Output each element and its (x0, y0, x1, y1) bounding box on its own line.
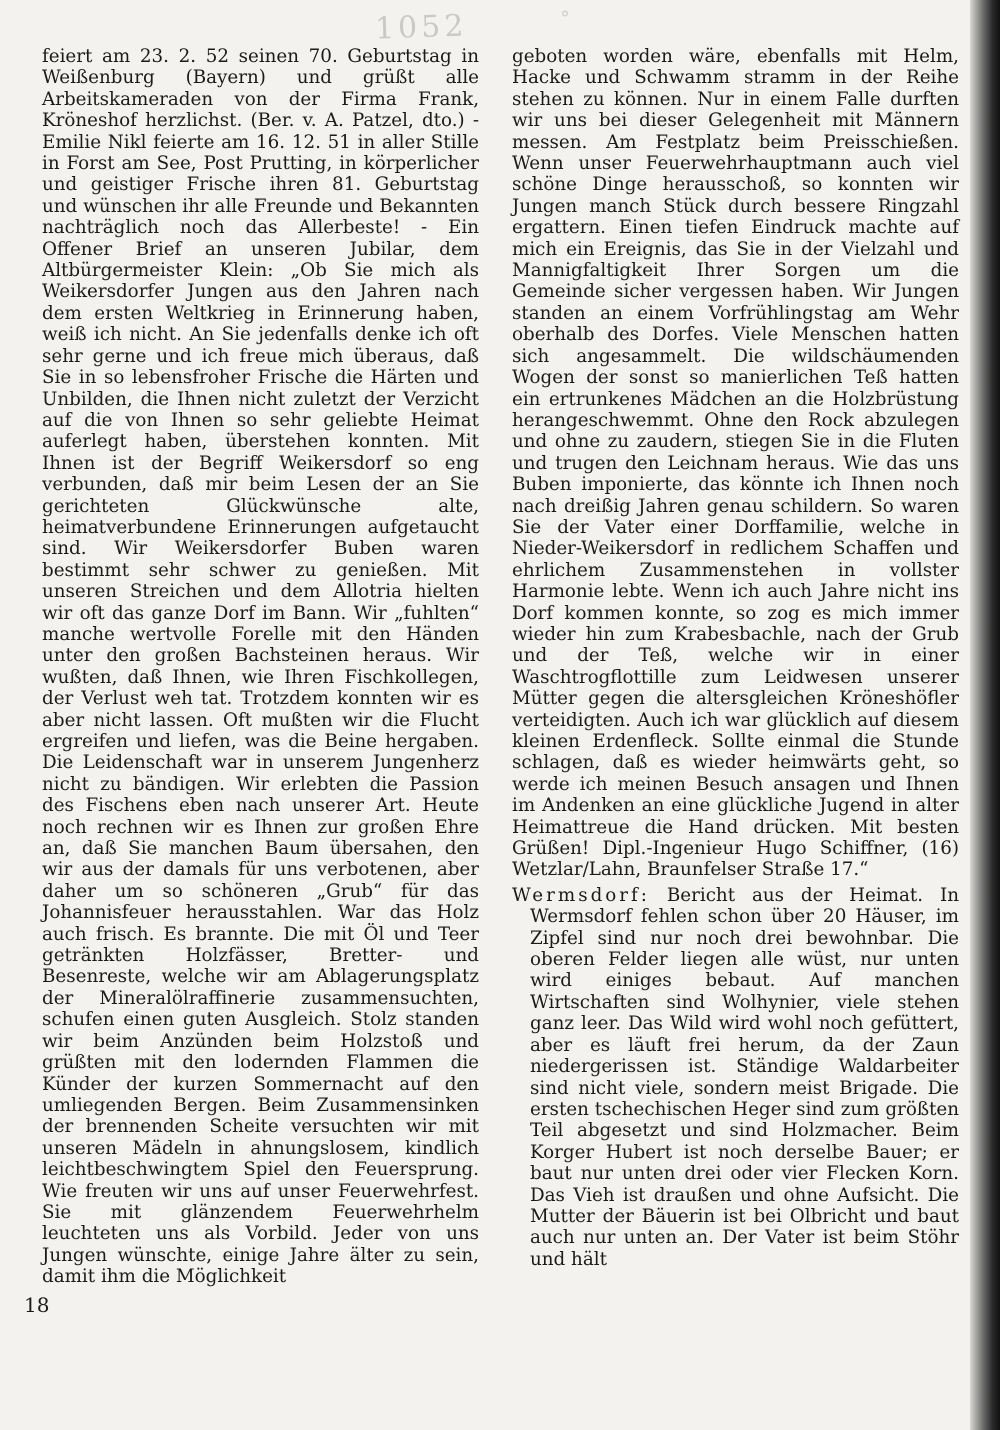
left-column-text: feiert am 23. 2. 52 seinen 70. Geburtstag in Weißenburg (Bayern) und grüßt alle Arbeitskameraden von der Firma Frank, Kröneshof herzlichst. (Ber. v. A. Patzel, dto.) - Emilie Nikl feierte am 16. 12. 51 in aller Stille in Forst am See, Post Prutting, in körperlicher und geistiger Frische ihren 81. Geburtstag und wünschen ihr alle Freunde und Bekannten nachträglich noch das Allerbeste! - Ein Offener Brief an unseren Jubilar, dem Altbürgermeister Klein: „Ob Sie mich als Weikersdorfer Jungen aus den Jahren nach dem ersten Weltkrieg in Erinnerung haben, weiß ich nicht. An Sie jedenfalls denke ich oft sehr gerne und ich freue mich überaus, daß Sie in so lebensfroher Frische die Härten und Unbilden, die Ihnen nicht zuletzt der Verzicht auf die von Ihnen so sehr geliebte Heimat auferlegt haben, überstehen konnten. Mit Ihnen ist der Begriff Weikersdorf so eng verbunden, daß mir beim Lesen der an Sie gerichteten Glückwünsche alte, heimatverbundene Erinnerungen aufgetaucht sind. Wir Weikersdorfer Buben waren bestimmt sehr schwer zu genießen. Mit unseren Streichen und dem Allotria hielten wir oft das ganze Dorf im Bann. Wir „fuhlten“ manche wertvolle Forelle mit den Händen unter den großen Bachsteinen heraus. Wir wußten, daß Ihnen, wie Ihren Fischkollegen, der Verlust weh tat. Trotzdem konnten wir es aber nicht lassen. Oft mußten wir die Flucht ergreifen und liefen, was die Beine hergaben. Die Leidenschaft war in unserem Jungenherz nicht zu bändigen. Wir erlebten die Passion des Fischens eben nach unserer Art. Heute noch rechnen wir es Ihnen zur großen Ehre an, daß Sie manchen Baum übersahen, den wir aus der damals für uns verbotenen, aber daher um so schöneren „Grub“ für das Johannisfeuer herausstahlen. War das Holz auch frisch. Es brannte. Die mit Öl und Teer getränkten Holzfässer, Bretter- und Besenreste, welche wir am Ablagerungsplatz der Mineralölraffinerie zusammensuchten, schufen einen guten Ausgleich. Stolz standen wir beim Anzünden beim Holzstoß und grüßten mit den lodernden Flammen die Künder der kurzen Sommernacht auf den umliegenden Bergen. Beim Zusammensinken der brennenden Scheite versuchten wir mit unseren Mädeln in ahnungslosem, kindlich leichtbeschwingtem Spiel den Feuersprung. Wie freuten wir uns auf unser Feuerwehrfest. Sie mit glänzendem Feuerwehrhelm leuchteten uns als Vorbild. Jeder von uns Jungen wünschte, einige Jahre älter zu sein, damit ihm die Möglichkeit (42, 46, 479, 1288)
page-binding-edge (970, 0, 1000, 1430)
right-column (512, 46, 959, 1270)
page-number: 18 (24, 1293, 50, 1317)
entry-place-name: Wermsdorf: (512, 884, 650, 906)
wermsdorf-entry (512, 885, 959, 1270)
right-column-continuation: geboten worden wäre, ebenfalls mit Helm, Hacke und Schwamm stramm in der Reihe stehen zu können. Nur in einem Falle durften wir uns bei dieser Gelegenheit mit Männern messen. Am Festplatz beim Preisschießen. Wenn unser Feuerwehrhauptmann auch viel schöne Dinge herausschoß, so konnten wir Jungen manch Stück durch bessere Ringzahl ergattern. Einen tiefen Eindruck machte auf mich ein Ereignis, das Sie in der Vielzahl und Mannigfaltigkeit Ihrer Sorgen um die Gemeinde sicher vergessen haben. Wir Jungen standen an einem Vorfrühlingstag am Wehr oberhalb des Dorfes. Viele Menschen hatten sich angesammelt. Die wildschäumenden Wogen der sonst so manierlichen Teß hatten ein ertrunkenes Mädchen an die Holzbrüstung herangeschwemmt. Ohne den Rock abzulegen und ohne zu zaudern, stiegen Sie in die Fluten und trugen den Leichnam heraus. Wie das uns Buben imponierte, das könnte ich Ihnen noch nach dreißig Jahren genau schildern. So waren Sie der Vater einer Dorffamilie, welche in Nieder-Weikersdorf in redlichem Schaffen und ehrlichem Zusammenstehen in vollster Harmonie lebte. Wenn ich auch Jahre nicht ins Dorf kommen konnte, so zog es mich immer wieder hin zum Krabesbachle, nach der Grub und der Teß, welche wir in einer Waschtrogflottille zum Leidwesen unserer Mütter gegen die altersgleichen Kröneshöfler verteidigten. Auch ich war glücklich auf diesem kleinen Erdenfleck. Sollte einmal die Stunde schlagen, daß es wieder heimwärts geht, so werde ich meinen Besuch ansagen und Ihnen im Andenken an eine glückliche Jugend in alter Heimattreue die Hand drücken. Mit besten Grüßen! Dipl.-Ingenieur Hugo Schiffner, (16) Wetzlar/Lahn, Braunfelser Straße 17.“ (512, 46, 959, 881)
archive-mark: ° (560, 6, 570, 30)
left-column (42, 46, 479, 1288)
entry-text: Bericht aus der Heimat. In Wermsdorf fehlen schon über 20 Häuser, im Zipfel sind nur noch drei bewohnbar. Die oberen Felder liegen alle wüst, nur unten wird einiges bebaut. Auf manchen Wirtschaften sind Wolhynier, viele stehen ganz leer. Das Wild wird wohl noch gefüttert, aber es läuft frei herum, da der Zaun niedergerissen ist. Ständige Waldarbeiter sind nicht viele, sondern meist Brigade. Die ersten tschechischen Heger sind zum größten Teil abgesetzt und sind Holzmacher. Beim Korger Hubert ist noch derselbe Bauer; er baut nur unten drei oder vier Flecken Korn. Das Vieh ist draußen und ohne Aufsicht. Die Mutter der Bäuerin ist bei Olbricht und baut auch nur unten an. Der Vater ist beim Stöhr und hält (530, 884, 959, 1270)
archive-stamp: 1052 (374, 8, 468, 47)
